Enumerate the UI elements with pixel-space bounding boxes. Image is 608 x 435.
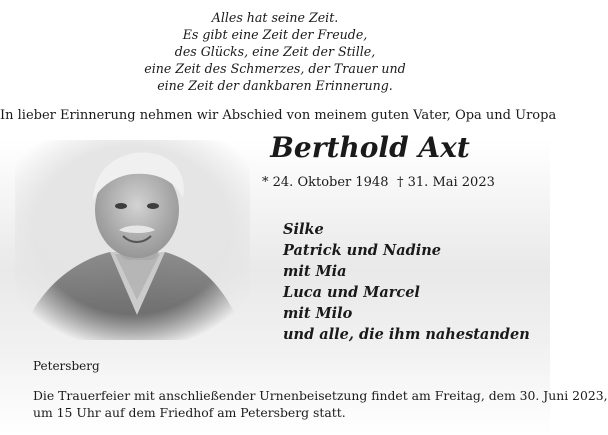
mourner-entry: Luca und Marcel	[283, 284, 420, 301]
place-name: Petersberg	[33, 359, 100, 373]
birth-date: * 24. Oktober 1948	[262, 175, 389, 190]
portrait-icon	[15, 140, 250, 340]
intro-text: In lieber Erinnerung nehmen wir Abschied von meinem guten Vater, Opa und Uropa	[0, 108, 557, 123]
mourner-entry: Patrick und Nadine	[283, 242, 442, 259]
ceremony-line: um 15 Uhr auf dem Friedhof am Petersberg statt.	[33, 405, 346, 420]
mourner-entry: und alle, die ihm nahestanden	[283, 326, 530, 343]
mourner-entry: mit Mia	[283, 263, 347, 280]
poem-line: Alles hat seine Zeit.	[211, 10, 339, 25]
poem-line: eine Zeit des Schmerzes, der Trauer und	[144, 61, 406, 76]
deceased-name: Berthold Axt	[270, 131, 470, 164]
ceremony-info	[33, 387, 608, 421]
poem-line: eine Zeit der dankbaren Erinnerung.	[157, 78, 393, 93]
mourner-entry: mit Milo	[283, 305, 353, 322]
death-date: † 31. Mai 2023	[397, 175, 495, 190]
poem-line: des Glücks, eine Zeit der Stille,	[174, 44, 376, 59]
memorial-poem	[75, 9, 475, 94]
mourners-list	[283, 219, 530, 345]
mourner-entry: Silke	[283, 221, 324, 238]
poem-line: Es gibt eine Zeit der Freude,	[182, 27, 368, 42]
portrait-photo	[15, 140, 250, 340]
ceremony-line: Die Trauerfeier mit anschließender Urnenbeisetzung findet am Freitag, dem 30. Juni 2023,	[33, 388, 608, 403]
